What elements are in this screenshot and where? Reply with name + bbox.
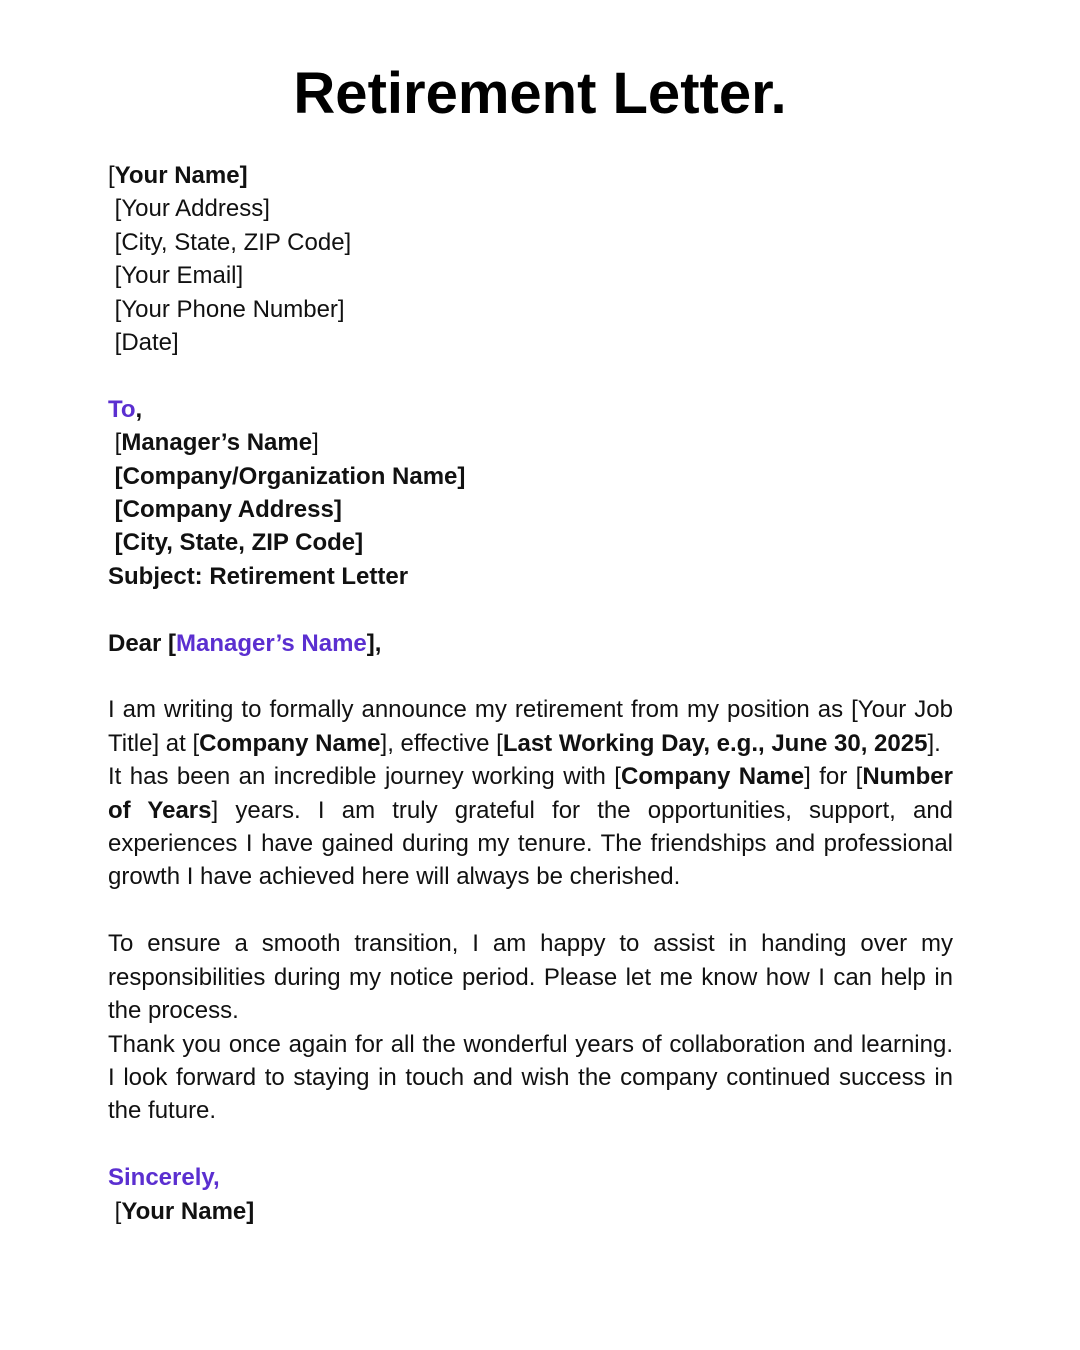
- subject-line: [108, 560, 953, 593]
- sender-city: [City, State, ZIP Code]: [108, 228, 352, 256]
- recipient-company: [108, 460, 953, 493]
- recipient-company-address: [108, 493, 953, 526]
- sender-phone: [Your Phone Number]: [108, 295, 345, 323]
- to-comma: ,: [135, 395, 143, 423]
- manager-name: Manager’s Name: [121, 429, 313, 457]
- to-label: [108, 393, 953, 426]
- text: I am writing to formally announce my retirement from my position as [Your Job Title] at [: [108, 696, 953, 757]
- salutation-name: Manager’s Name: [176, 629, 367, 657]
- bracket: ]: [312, 429, 319, 457]
- paragraph-1: [108, 693, 953, 760]
- sign-off: [108, 1161, 953, 1194]
- subject-text: Subject: Retirement Letter: [108, 562, 409, 590]
- sender-address: [Your Address]: [108, 195, 270, 223]
- bracket: [: [108, 1197, 122, 1225]
- signature-name-text: Your Name]: [121, 1197, 255, 1225]
- recipient-city: [108, 526, 953, 559]
- number-of-years: Number of Years: [108, 763, 953, 824]
- recipient-city-text: [City, State, ZIP Code]: [108, 529, 364, 557]
- text: It has been an incredible journey working with [: [108, 763, 621, 791]
- sender-name-text: Your Name]: [114, 162, 248, 189]
- text: ] for [: [804, 763, 863, 791]
- bracket: [: [108, 429, 122, 457]
- salutation-suffix: ],: [366, 629, 382, 657]
- company-address: [Company Address]: [108, 496, 342, 524]
- sender-name: [108, 159, 953, 192]
- sender-date: [Date]: [108, 329, 179, 357]
- recipient-manager: [108, 426, 953, 459]
- salutation-prefix: Dear [: [108, 629, 177, 657]
- text: ], effective [: [380, 729, 503, 757]
- company-name: Company Name: [620, 763, 805, 791]
- company-name: [Company/Organization Name]: [108, 462, 466, 490]
- signature-name: [108, 1195, 953, 1228]
- page-title: Retirement Letter.: [293, 61, 787, 126]
- to-text: To: [108, 395, 136, 423]
- text: ] years. I am truly grateful for the opportunities, support, and experiences I have gained during my tenure. The friendships and professional growth I have achieved here will always be cherished.: [108, 796, 954, 891]
- text: ].: [927, 729, 941, 757]
- paragraph-3: To ensure a smooth transition, I am happy to assist in handing over my responsibilities during my notice period. Please let me know how I can help in the process.: [108, 930, 953, 1025]
- paragraph-4: Thank you once again for all the wonderful years of collaboration and learning. I look forward to staying in touch and wish the company continued success in the future.: [108, 1030, 953, 1125]
- letter-body: [108, 159, 953, 1228]
- sign-off-text: Sincerely,: [108, 1164, 220, 1192]
- company-name: Company Name: [199, 729, 381, 757]
- sender-email: [Your Email]: [108, 262, 244, 290]
- bracket: [: [108, 162, 115, 189]
- last-working-day: Last Working Day, e.g., June 30, 2025: [502, 729, 928, 757]
- paragraph-2: [108, 760, 953, 894]
- salutation: [108, 627, 953, 660]
